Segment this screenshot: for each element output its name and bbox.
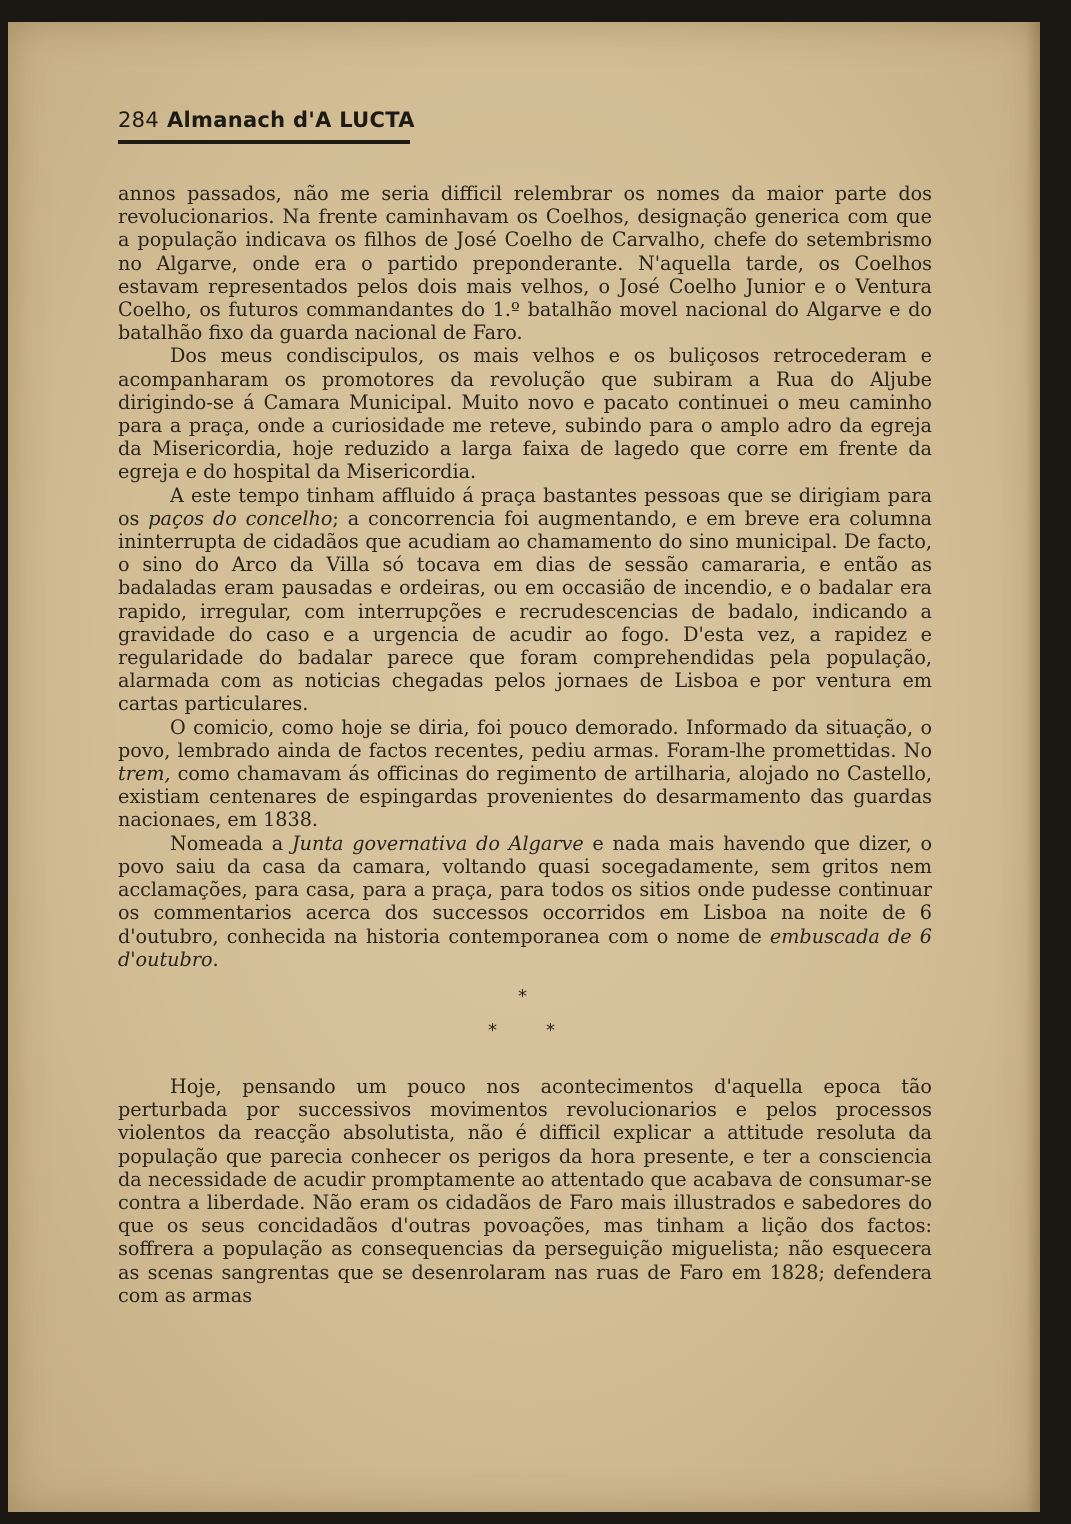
book-page [8,22,1040,1512]
asterisk-left: * [488,1019,497,1041]
paragraph-5-text-b: e nada mais havendo que dizer, o povo saiu da casa da camara, voltando quasi socegadamente, sem gritos nem acclamações, para casa, para a praça, para todos os sitios onde pudesse continuar os commentarios acerca dos successos occorridos em Lisboa na noite de 6 d'outubro, conhecida na historia contemporanea com o nome de [118,831,932,948]
paragraph-3-text-a: A este tempo tinham affluido á praça bastantes pessoas que se dirigiam para os [118,483,932,530]
paragraph-5 [118,832,932,971]
italic-trem: trem, [118,762,171,786]
asterisk-top: * [518,985,527,1007]
paragraph-4-text-b: como chamavam ás officinas do regimento de artilharia, alojado no Castello, existiam centenares de espingardas provenientes do desarmamento das guardas nacionaes, em 1838. [118,762,932,832]
paragraph-6: Hoje, pensando um pouco nos acontecimentos d'aquella epoca tão perturbada por successivos movimentos revolucionarios e pelos processos violentos da reacção absolutista, não é difficil explicar a attitude resoluta da população que parecia conhecer os perigos da hora presente, e ter a consciencia da necessidade de acudir promptamente ao attentado que acabava de consumar-se contra a liberdade. Não eram os cidadãos de Faro mais illustrados e sabedores do que os seus concidadãos d'outras povoações, mas tinham a lição dos factos: soffrera a população as consequencias da perseguição miguelista; não esquecera as scenas sangrentas que se desenrolaram nas ruas de Faro em 1828; defendera com as armas [118,1074,932,1307]
asterisk-right: * [546,1019,555,1041]
paragraph-1: annos passados, não me seria difficil relembrar os nomes da maior parte dos revolucionarios. Na frente caminhavam os Coelhos, designação generica com que a população indicava os filhos de José Coelho de Carvalho, chefe do setembrismo no Algarve, onde era o partido preponderante. N'aquella tarde, os Coelhos estavam representados pelos dois mais velhos, o José Coelho Junior e o Ventura Coelho, os futuros commandantes do 1.º batalhão movel nacional do Algarve e do batalhão fixo da guarda nacional de Faro. [118,182,932,345]
italic-pacos-do-concelho: paços do concelho [148,506,333,530]
italic-junta-governativa: Junta governativa do Algarve [291,831,584,855]
almanac-title: Almanach d'A LUCTA [166,108,415,132]
body-text [118,182,932,1307]
paragraph-3 [118,484,932,716]
paragraph-5-text-c: . [212,947,219,971]
paragraph-2: Dos meus condiscipulos, os mais velhos e os buliçosos retrocederam e acompanharam os promotores da revolução que subiram a Rua do Aljube dirigindo-se á Camara Municipal. Muito novo e pacato continuei o meu caminho para a praça, onde a curiosidade me reteve, subindo para o amplo adro da egreja da Misericordia, hoje reduzido a larga faixa de lagedo que corre em frente da egreja e do hospital da Misericordia. [118,344,932,484]
section-separator [118,985,932,1055]
page-edge-shadow [1026,22,1040,1512]
paragraph-4-text-a: O comicio, como hoje se diria, foi pouco demorado. Informado da situação, o povo, lembrado ainda de factos recentes, pediu armas. Foram-lhe promettidas. No [118,715,932,762]
paragraph-4 [118,716,932,832]
paragraph-5-text-a: Nomeada a [170,831,292,855]
header-rule [118,140,410,144]
italic-embuscada: embuscada de 6 d'outubro [118,924,932,971]
page-number: 284 [118,108,159,132]
paragraph-3-text-b: ; a concorrencia foi augmentando, e em breve era columna ininterrupta de cidadãos que acudiam ao chamamento do sino municipal. De facto, o sino do Arco da Villa só tocava em dias de sessão camararia, e então as badaladas eram pausadas e ordeiras, ou em occasião de incendio, e o badalar era rapido, irregular, com interrupções e recrudescencias de badalo, indicando a gravidade do caso e a urgencia de acudir ao fogo. D'esta vez, a rapidez e regularidade do badalar parece que foram comprehendidas pela população, alarmada com as noticias chegadas pelos jornaes de Lisboa e por ventura em cartas particulares. [118,506,932,716]
running-head [118,108,415,132]
